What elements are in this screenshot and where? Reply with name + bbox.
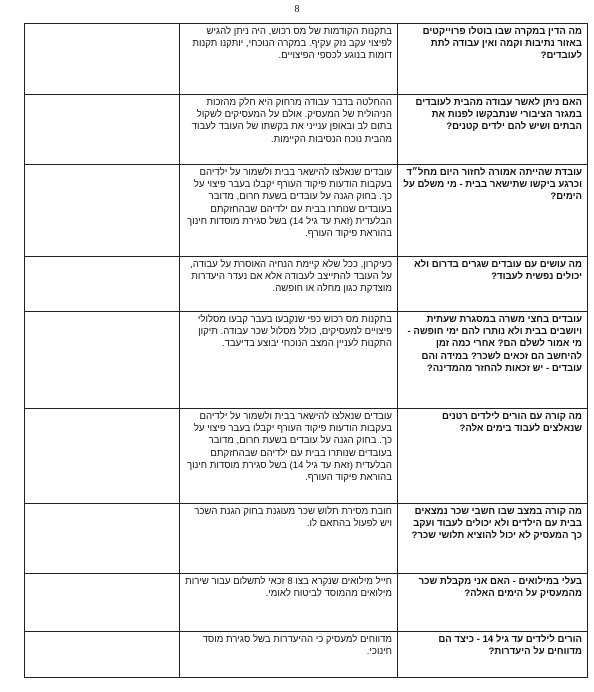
question-cell: בעלי במילואים - האם אני מקבלת שכר מהמעסיק על הימים האלה? (398, 574, 588, 632)
table-row (25, 312, 588, 409)
empty-cell (25, 165, 180, 257)
empty-cell (25, 409, 180, 504)
answer-cell: חייל מילואים שנקרא בצו 8 זכאי לתשלום עבור שירות מילואים מהמוסד לביטוח לאומי. (180, 574, 398, 632)
question-cell: האם ניתן לאשר עבודה מהבית לעובדים במגזר הציבורי שנתבקשו לפנות את הבתים ושיש להם ילדים קטנים? (398, 95, 588, 165)
answer-cell: כעיקרון, ככל שלא קיימת הנחיה האוסרת על עבודה, על העובד להתייצב לעבודה אלא אם נעדר היעדרות מוצדקת כגון מחלה או חופשה. (180, 257, 398, 312)
question-cell: מה הדין במקרה שבו בוטלו פרוייקטים באזור נתיבות וקמה ואין עבודה לתת לעובדים? (398, 24, 588, 95)
answer-cell: ההחלטה בדבר עבודה מרחוק היא חלק מהזכות הניהולית של המעסיק. אולם על המעסיקים לשקול בתום לב ובאופן ענייני את בקשתו של העובד לעבוד מהבית נוכח הנסיבות הקיימות. (180, 95, 398, 165)
answer-cell: עובדים שנאלצו להישאר בבית ולשמור על ילדיהם בעקבות הודעות פיקוד העורף יקבלו בעבר פיצוי על כך. בחוק הגנה על עובדים בשעת חרום, מדובר בעובדים שנותרו בבית עם ילדיהם שבהחזקתם הבלעדית (זאת עד גיל 14) בשל סגירת מוסדות חינוך בהוראת פיקוד העורף. (180, 409, 398, 504)
table-row (25, 24, 588, 95)
question-cell: הורים לילדים עד גיל 14 - כיצד הם מדווחים על היעדרות? (398, 632, 588, 678)
table-row (25, 409, 588, 504)
empty-cell (25, 574, 180, 632)
table-row (25, 165, 588, 257)
question-cell: עובדת שהייתה אמורה לחזור היום מחל״ד וכרגע ביקשו שתישאר בבית - מי משלם על הימים? (398, 165, 588, 257)
empty-cell (25, 95, 180, 165)
answer-cell: עובדים שנאלצו להישאר בבית ולשמור על ילדיהם בעקבות הודעות פיקוד העורף יקבלו בעבר פיצוי על כך. בחוק הגנה על עובדים בשעת חרום, מדובר בעובדים שנותרו בבית עם ילדיהם שבהחזקתם הבלעדית (זאת עד גיל 14) בשל סגירת מוסדות חינוך בהוראת פיקוד העורף. (180, 165, 398, 257)
table-row (25, 95, 588, 165)
answer-cell: חובת מסירת תלוש שכר מעוגנת בחוק הגנת השכר ויש לפעול בהתאם לו. (180, 504, 398, 574)
empty-cell (25, 504, 180, 574)
empty-cell (25, 632, 180, 678)
page-number: 8 (294, 4, 300, 15)
question-cell: מה קורה עם הורים לילדים רטנים שנאלצים לעבוד בימים אלה? (398, 409, 588, 504)
empty-cell (25, 257, 180, 312)
table-row (25, 574, 588, 632)
qa-table (24, 23, 588, 678)
question-cell: מה עושים עם עובדים שגרים בדרום ולא יכולים נפשית לעבוד? (398, 257, 588, 312)
table-row (25, 504, 588, 574)
table-row (25, 632, 588, 678)
empty-cell (25, 24, 180, 95)
answer-cell: בתקנות הקודמות של מס רכוש, היה ניתן להגיש לפיצוי עקב נזק עקיף. במקרה הנוכחי, יותקנו תקנות דומות בנוגע לכספי הפיצויים. (180, 24, 398, 95)
empty-cell (25, 312, 180, 409)
answer-cell: מדווחים למעסיק כי ההיעדרות בשל סגירת מוסד חינוכי. (180, 632, 398, 678)
question-cell: מה קורה במצב שבו חשבי שכר נמצאים בבית עם הילדים ולא יכולים לעבוד ועקב כך המעסיק לא יכול להוציא תלושי שכר? (398, 504, 588, 574)
question-cell: עובדים בחצי משרה במסגרת שעתית ויושבים בבית ולא נותרו להם ימי חופשה - מי אמור לשלם הם? אחרי כמה זמן להיחשב הם זכאים לשכר? במידה והם עובדים - יש זכאות להחזר מהמדינה? (398, 312, 588, 409)
answer-cell: בתקנות מס רכוש כפי שנקבעו בעבר קבעו מסלולי פיצויים למעסיקים, כולל מסלול שכר עבודה. תיקון התקנות לעניין המצב הנוכחי יבוצע בדיעבד. (180, 312, 398, 409)
table-row (25, 257, 588, 312)
